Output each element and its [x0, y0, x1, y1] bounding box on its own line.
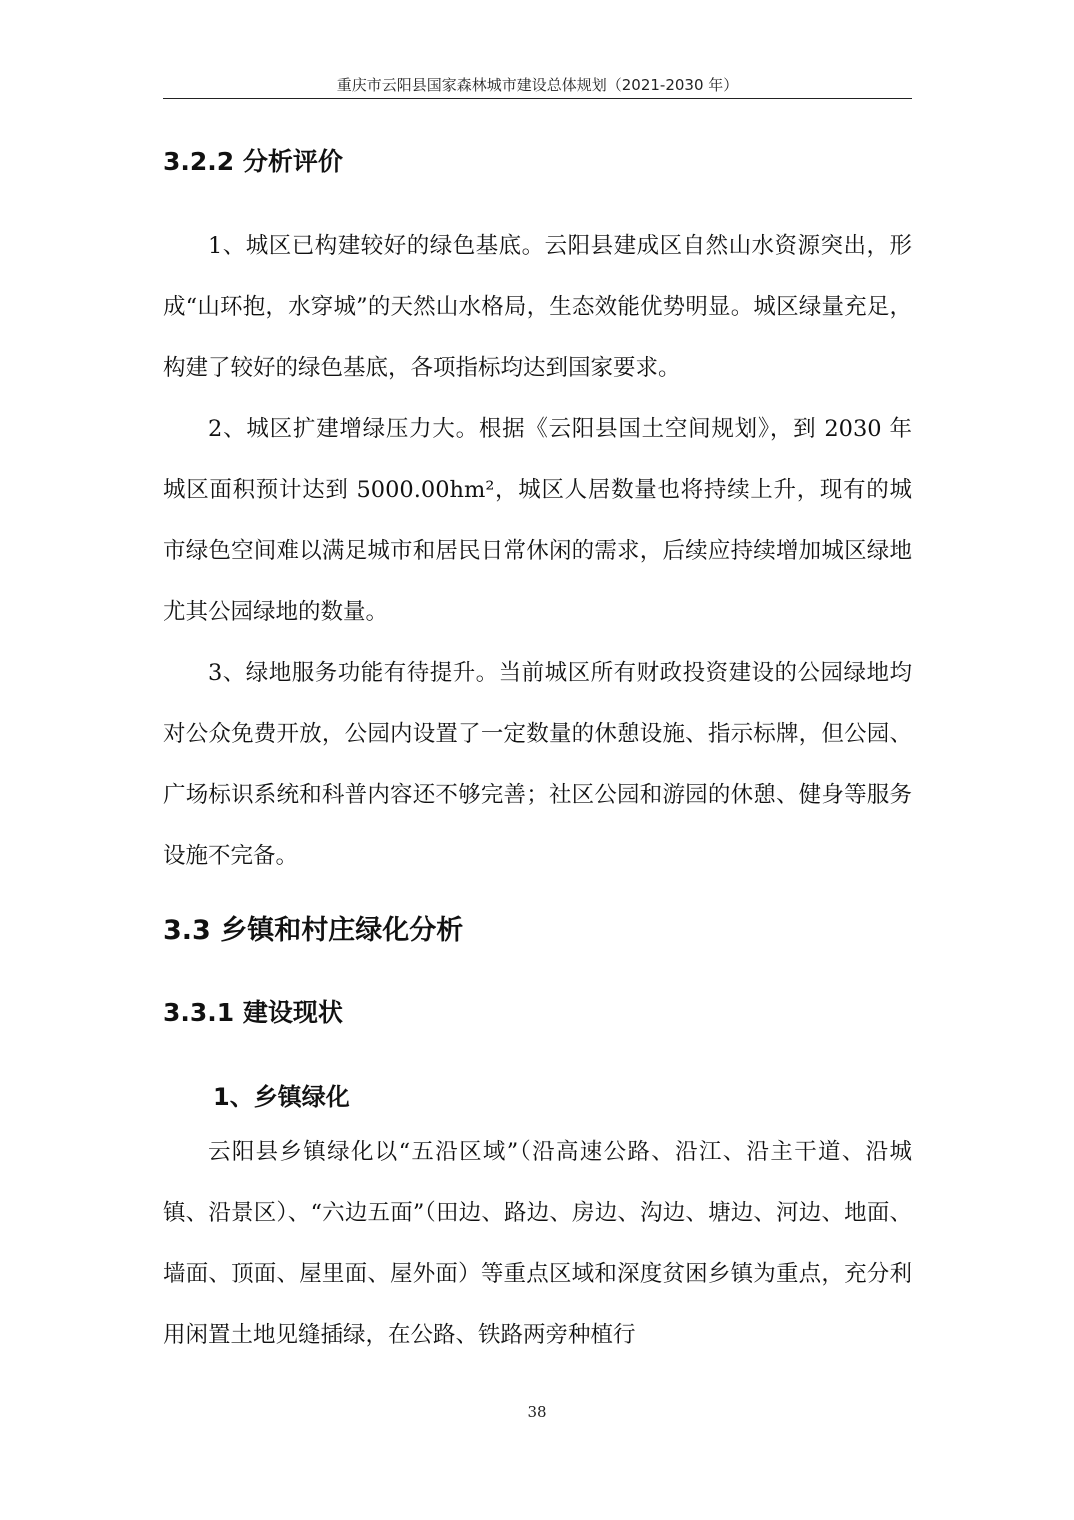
header-rule	[163, 98, 912, 99]
paragraph-4: 云阳县乡镇绿化以“五沿区域”（沿高速公路、沿江、沿主干道、沿城镇、沿景区）、“六边五面”（田边、路边、房边、沟边、塘边、河边、地面、墙面、顶面、屋里面、屋外面）等重点区域和深度贫困乡镇为重点，充分利用闲置土地见缝插绿，在公路、铁路两旁种植行	[163, 1139, 912, 1348]
section-heading-3-3: 3.3 乡镇和村庄绿化分析	[163, 915, 464, 946]
paragraph-3: 3、绿地服务功能有待提升。当前城区所有财政投资建设的公园绿地均对公众免费开放，公园内设置了一定数量的休憩设施、指示标牌，但公园、广场标识系统和科普内容还不够完善；社区公园和游园的休憩、健身等服务设施不完备。	[163, 660, 912, 869]
section-heading-3-3-1: 3.3.1 建设现状	[163, 998, 343, 1027]
page-number: 38	[527, 1403, 547, 1421]
paragraph-1: 1、城区已构建较好的绿色基底。云阳县建成区自然山水资源突出，形成“山环抱，水穿城”的天然山水格局，生态效能优势明显。城区绿量充足，构建了较好的绿色基底，各项指标均达到国家要求。	[163, 233, 912, 381]
paragraph-2: 2、城区扩建增绿压力大。根据《云阳县国土空间规划》，到 2030 年城区面积预计达到 5000.00hm²，城区人居数量也将持续上升，现有的城市绿色空间难以满足城市和居民日常休闲的需求，后续应持续增加城区绿地尤其公园绿地的数量。	[163, 416, 912, 625]
section-heading-3-2-2: 3.2.2 分析评价	[163, 147, 343, 176]
running-header: 重庆市云阳县国家森林城市建设总体规划（2021-2030 年）	[336, 76, 739, 94]
subheading-township-greening: 1、乡镇绿化	[213, 1083, 350, 1111]
